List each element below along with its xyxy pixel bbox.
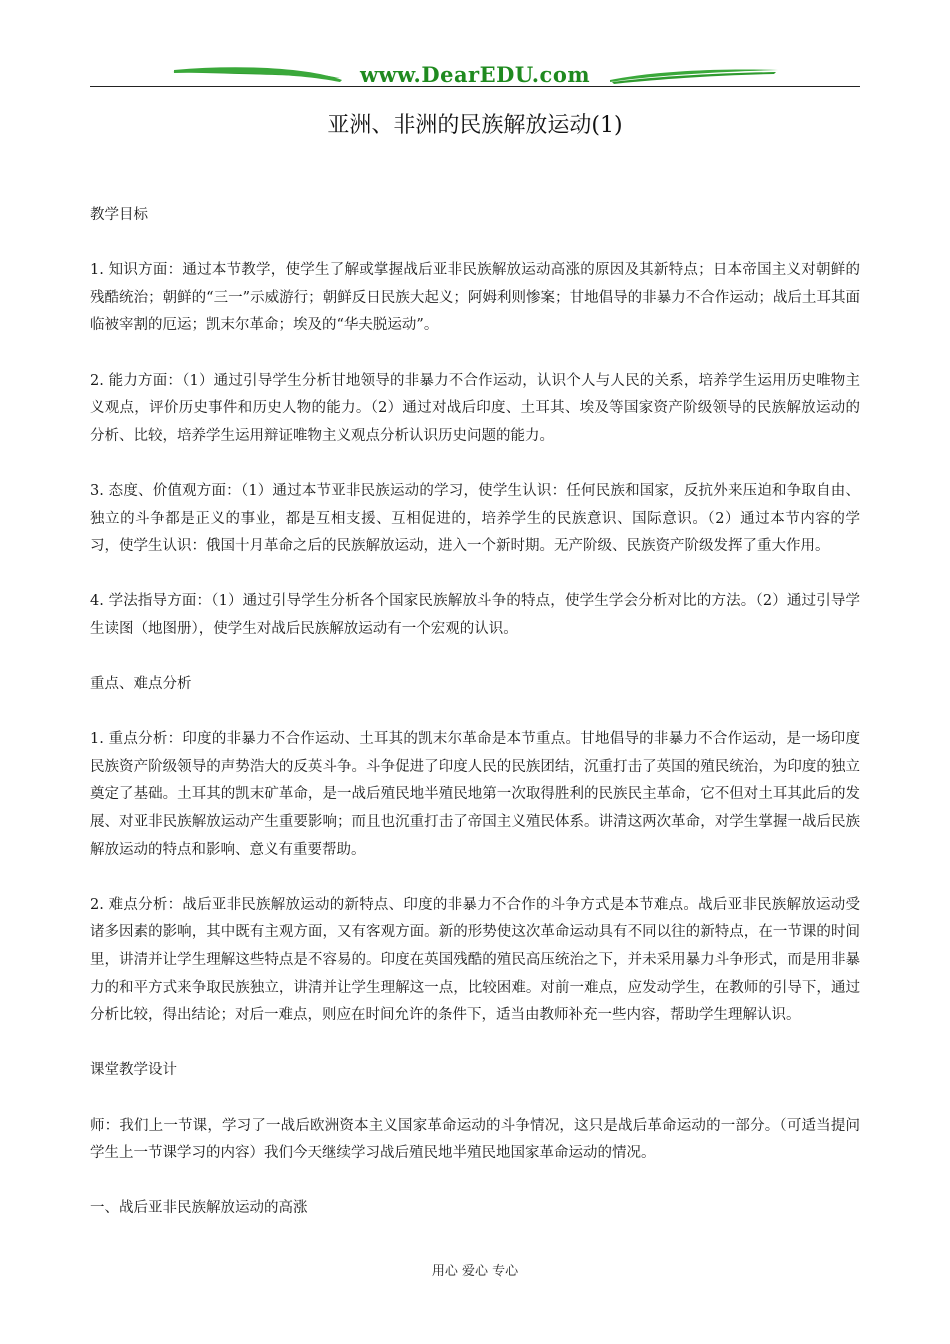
section-heading-part-one: 一、战后亚非民族解放运动的高涨 bbox=[90, 1200, 308, 1217]
paragraph-key-point: 1. 重点分析：印度的非暴力不合作运动、土耳其的凯末尔革命是本节重点。甘地倡导的非暴力不合作运动，是一场印度民族资产阶级领导的声势浩大的反英斗争。斗争促进了印度人民的民族团结，沉重打击了英国的殖民统治，为印度的独立奠定了基础。土耳其的凯末矿革命，是一战后殖民地半殖民地第一次取得胜利的民族民主革命，它不但对土耳其此后的发展、对亚非民族解放运动产生重要影响；而且也沉重打击了帝国主义殖民体系。讲清这两次革命，对学生掌握一战后民族解放运动的特点和影响、意义有重要帮助。 bbox=[90, 731, 860, 858]
paragraph-attitude: 3. 态度、价值观方面：（1）通过本节亚非民族运动的学习，使学生认识：任何民族和国家，反抗外来压迫和争取自由、独立的斗争都是正义的事业，都是互相支援、互相促进的，培养学生的民族意识、国际意识。（2）通过本节内容的学习，使学生认识：俄国十月革命之后的民族解放运动，进入一个新时期。无产阶级、民族资产阶级发挥了重大作用。 bbox=[90, 482, 860, 555]
paragraph-knowledge: 1. 知识方面：通过本节教学，使学生了解或掌握战后亚非民族解放运动高涨的原因及其新特点；日本帝国主义对朝鲜的残酷统治；朝鲜的“三一”示威游行；朝鲜反日民族大起义；阿姆利则惨案；甘地倡导的非暴力不合作运动；战后土耳其面临被宰割的厄运；凯末尔革命；埃及的“华夫脱运动”。 bbox=[90, 262, 860, 334]
site-logo-text: www.DearEDU.com bbox=[359, 62, 591, 87]
header-divider bbox=[90, 86, 860, 87]
section-heading-objectives: 教学目标 bbox=[90, 207, 148, 223]
paragraph-ability: 2. 能力方面：（1）通过引导学生分析甘地领导的非暴力不合作运动，认识个人与人民的关系，培养学生运用历史唯物主义观点，评价历史事件和历史人物的能力。（2）通过对战后印度、土耳其、埃及等国家资产阶级领导的民族解放运动的分析、比较，培养学生运用辩证唯物主义观点分析认识历史问题的能力。 bbox=[90, 372, 860, 444]
section-heading-key-points: 重点、难点分析 bbox=[90, 676, 192, 693]
document-body bbox=[90, 202, 860, 1251]
document-title: 亚洲、非洲的民族解放运动(1) bbox=[327, 113, 623, 138]
paragraph-method: 4. 学法指导方面：（1）通过引导学生分析各个国家民族解放斗争的特点，使学生学会分析对比的方法。（2）通过引导学生读图（地图册），使学生对战后民族解放运动有一个宏观的认识。 bbox=[90, 593, 860, 637]
left-swoosh-body bbox=[174, 67, 342, 82]
page-footer: 用心 爱心 专心 bbox=[431, 1264, 519, 1279]
section-heading-lesson-design: 课堂教学设计 bbox=[90, 1062, 177, 1079]
paragraph-teacher-intro: 师：我们上一节课，学习了一战后欧洲资本主义国家革命运动的斗争情况，这只是战后革命运动的一部分。（可适当提问学生上一节课学习的内容）我们今天继续学习战后殖民地半殖民地国家革命运动的情况。 bbox=[90, 1117, 860, 1162]
paragraph-difficult-point: 2. 难点分析：战后亚非民族解放运动的新特点、印度的非暴力不合作的斗争方式是本节难点。战后亚非民族解放运动受诸多因素的影响，其中既有主观方面，又有客观方面。新的形势使这次革命运动具有不同以往的新特点，在一节课的时间里，讲清并让学生理解这些特点是不容易的。印度在英国残酷的殖民高压统治之下，并未采用暴力斗争形式，而是用非暴力的和平方式来争取民族独立，讲清并让学生理解这一点，比较困难。对前一难点，应发动学生，在教师的引导下，通过分析比较，得出结论；对后一难点，则应在时间允许的条件下，适当由教师补充一些内容，帮助学生理解认识。 bbox=[90, 896, 860, 1024]
